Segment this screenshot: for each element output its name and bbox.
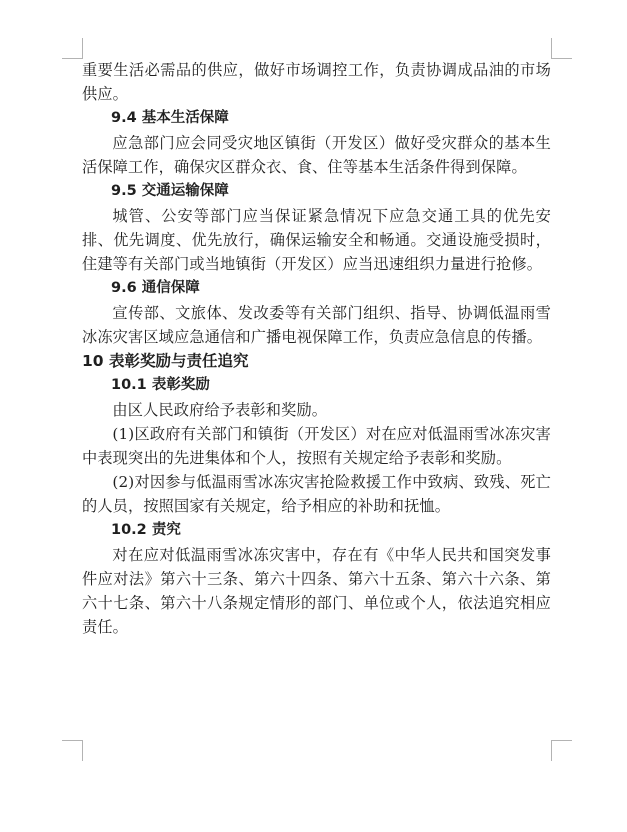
- paragraph: 对在应对低温雨雪冰冻灾害中，存在有《中华人民共和国突发事件应对法》第六十三条、第六十四条、第六十五条、第六十六条、第六十七条、第六十八条规定情形的部门、单位或个人，依法追究相应责任。: [82, 546, 551, 636]
- paragraph: 应急部门应会同受灾地区镇街（开发区）做好受灾群众的基本生活保障工作，确保灾区群众衣、食、住等基本生活条件得到保障。: [82, 134, 551, 176]
- crop-mark-bottom-right: [551, 740, 572, 761]
- chapter-heading-10: 10 表彰奖励与责任追究: [82, 352, 249, 370]
- section-heading-10-2: 10.2 责究: [111, 522, 181, 538]
- paragraph: (1)区政府有关部门和镇街（开发区）对在应对低温雨雪冰冻灾害中表现突出的先进集体和个人，按照有关规定给予表彰和奖励。: [82, 425, 551, 467]
- section-heading-9-6: 9.6 通信保障: [111, 280, 200, 296]
- section-heading-9-5: 9.5 交通运输保障: [111, 183, 229, 199]
- paragraph: 重要生活必需品的供应，做好市场调控工作，负责协调成品油的市场供应。: [82, 61, 551, 103]
- paragraph: 宣传部、文旅体、发改委等有关部门组织、指导、协调低温雨雪冰冻灾害区域应急通信和广播电视保障工作，负责应急信息的传播。: [82, 304, 551, 346]
- paragraph: (2)对因参与低温雨雪冰冻灾害抢险救援工作中致病、致残、死亡的人员，按照国家有关规定，给予相应的补助和抚恤。: [82, 473, 551, 515]
- crop-mark-top-right: [551, 38, 572, 59]
- section-heading-9-4: 9.4 基本生活保障: [111, 110, 229, 126]
- paragraph: 城管、公安等部门应当保证紧急情况下应急交通工具的优先安排、优先调度、优先放行，确保运输安全和畅通。交通设施受损时，住建等有关部门或当地镇街（开发区）应当迅速组织力量进行抢修。: [82, 207, 551, 273]
- crop-mark-bottom-left: [62, 740, 83, 761]
- section-heading-10-1: 10.1 表彰奖励: [111, 377, 210, 393]
- page-body: [82, 58, 551, 639]
- crop-mark-top-left: [62, 38, 83, 59]
- paragraph: 由区人民政府给予表彰和奖励。: [112, 401, 328, 419]
